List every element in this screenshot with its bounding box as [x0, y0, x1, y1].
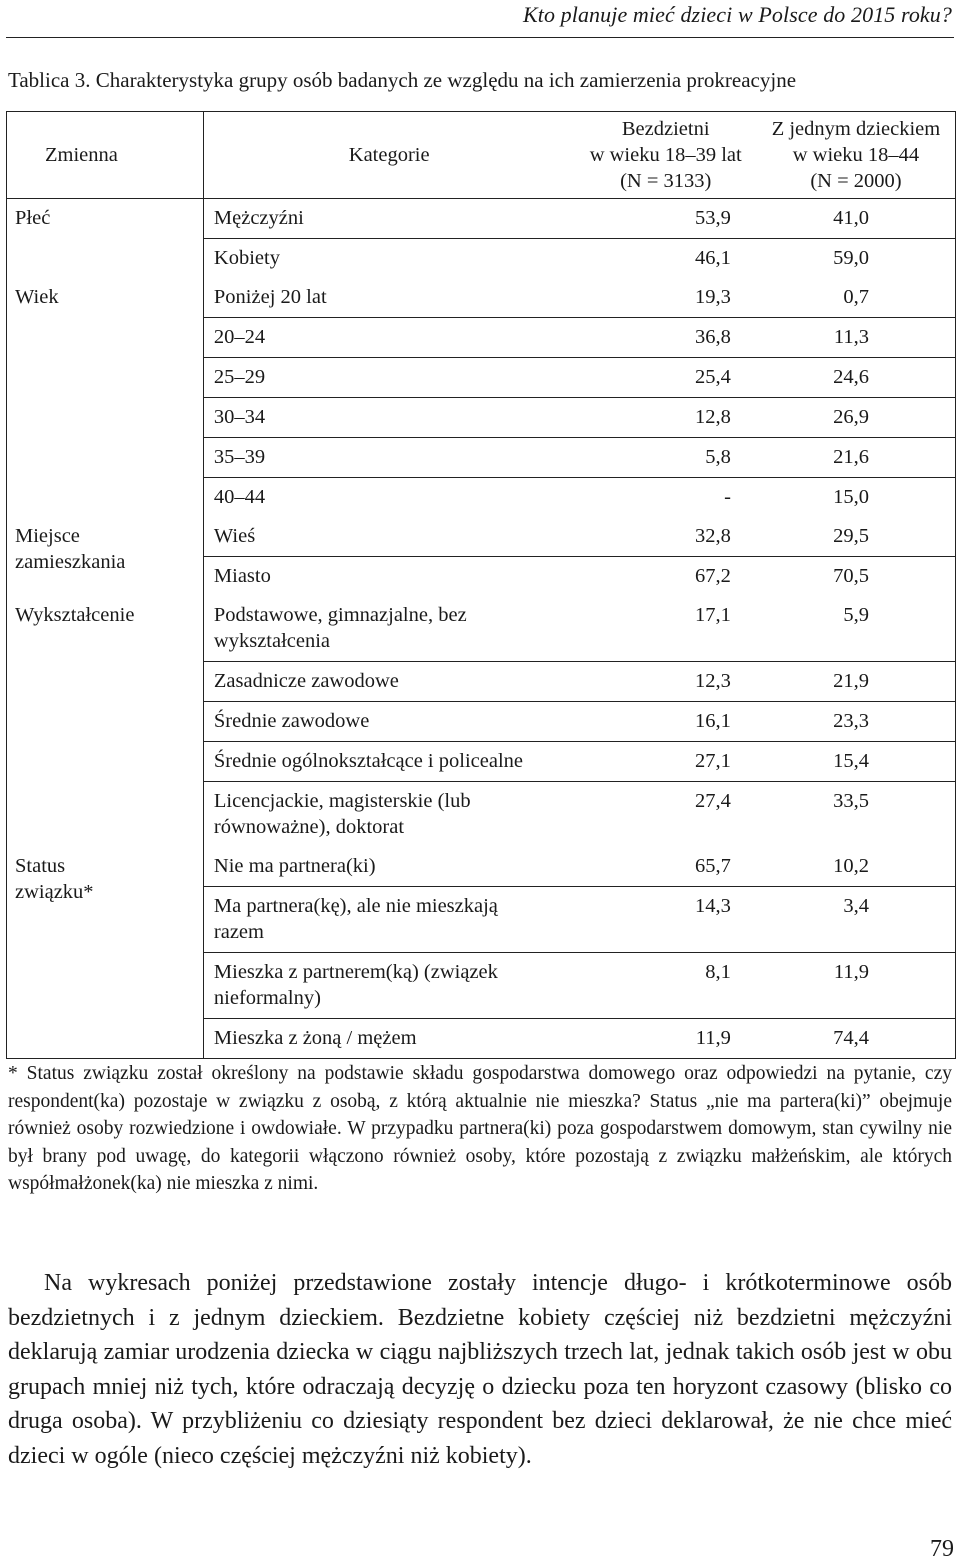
- value-childless: 25,4: [575, 358, 757, 398]
- variable-label: Płeć: [15, 207, 51, 229]
- category-line: Mieszka z partnerem(ką) (związek: [213, 961, 498, 983]
- value-one-child: 10,2: [757, 847, 956, 887]
- variable-label: Status: [15, 855, 66, 877]
- header-one-child-line: (N = 2000): [810, 170, 902, 192]
- category-cell: Zasadnicze zawodowe: [203, 662, 574, 702]
- category-cell: [203, 782, 574, 848]
- value-one-child: 74,4: [833, 1027, 869, 1049]
- value-one-child: 21,6: [757, 438, 956, 478]
- value-one-child: 59,0: [833, 247, 869, 269]
- value-one-child: 33,5: [833, 790, 869, 812]
- category-cell: Średnie zawodowe: [203, 702, 574, 742]
- header-one-child-line: Z jednym dzieckiem: [771, 118, 941, 140]
- header-one-child: [757, 112, 956, 199]
- category-line: równoważne), doktorat: [213, 816, 405, 838]
- value-childless: 12,8: [575, 398, 757, 438]
- variable-label: zamieszkania: [15, 551, 126, 573]
- statistics-table: [6, 111, 956, 1059]
- category-cell: 35–39: [203, 438, 574, 478]
- category-cell: 25–29: [203, 358, 574, 398]
- value-one-child: 15,0: [833, 486, 869, 508]
- table-row: [7, 596, 956, 662]
- variable-cell: [7, 278, 204, 517]
- value-childless: 27,4: [695, 790, 731, 812]
- variable-label: Wykształcenie: [15, 604, 135, 626]
- header-childless: [575, 112, 757, 199]
- table-row: [7, 199, 956, 239]
- value-childless: 65,7: [575, 847, 757, 887]
- value-one-child: 41,0: [757, 199, 956, 239]
- category-line: Licencjackie, magisterskie (lub: [213, 790, 471, 812]
- category-cell: Mieszka z żoną / mężem: [213, 1027, 417, 1049]
- value-childless: 46,1: [695, 247, 731, 269]
- category-line: nieformalny): [213, 987, 321, 1009]
- header-one-child-line: w wieku 18–44: [792, 144, 920, 166]
- variable-cell: [7, 199, 204, 279]
- variable-cell: [7, 596, 204, 847]
- category-cell: Mężczyźni: [203, 199, 574, 239]
- variable-label: Miejsce: [15, 525, 80, 547]
- value-one-child: 29,5: [757, 517, 956, 557]
- category-cell: [203, 596, 574, 662]
- value-one-child: 23,3: [757, 702, 956, 742]
- variable-label: Wiek: [15, 286, 59, 308]
- value-one-child: 0,7: [757, 278, 956, 318]
- category-cell: 20–24: [203, 318, 574, 358]
- category-line: Podstawowe, gimnazjalne, bez: [213, 604, 467, 626]
- category-cell: 30–34: [203, 398, 574, 438]
- table-header-row: [7, 112, 956, 199]
- table-row: [7, 517, 956, 557]
- value-one-child: 21,9: [757, 662, 956, 702]
- variable-cell: [7, 517, 204, 596]
- body-paragraph: Na wykresach poniżej przedstawione zostały intencje długo- i krótkoterminowe osób bezdzietnych i z jednym dzieckiem. Bezdzietne kobiety częściej niż bezdzietni mężczyźni deklarują zamiar urodzenia dziecka w ciągu najbliższych trzech lat, jednak takich osób jest w obu grupach mniej niż tych, które odraczają decyzję o dziecku poza ten horyzont czasowy (blisko co druga osoba). W przybliżeniu co dziesiąty respondent bez dzieci deklarował, że nie chce mieć dzieci w ogóle (nieco częściej mężczyźni niż kobiety).: [8, 1270, 952, 1469]
- header-category: Kategorie: [203, 112, 574, 199]
- variable-label: związku*: [15, 881, 94, 903]
- category-cell: [203, 887, 574, 953]
- category-cell: Poniżej 20 lat: [203, 278, 574, 318]
- value-childless: 36,8: [575, 318, 757, 358]
- category-cell: Miasto: [213, 565, 271, 587]
- category-cell: Wieś: [203, 517, 574, 557]
- category-cell: Średnie ogólnokształcące i policealne: [203, 742, 574, 782]
- value-childless: 27,1: [575, 742, 757, 782]
- value-one-child: 11,3: [757, 318, 956, 358]
- category-cell: Nie ma partnera(ki): [203, 847, 574, 887]
- value-one-child: 5,9: [757, 596, 956, 662]
- header-childless-line: (N = 3133): [620, 170, 712, 192]
- value-childless: 5,8: [575, 438, 757, 478]
- table-row: [7, 847, 956, 887]
- table-footnote: * Status związku został określony na podstawie składu gospodarstwa domowego oraz odpowiedzi na pytanie, czy respondent(ka) pozostaje w związku z osobą, z którą aktualnie nie mieszka? Status „nie ma partera(ki)” obejmuje również osoby rozwiedzione i owdowiałe. W przypadku partnera(ki) poza gospodarstwem domowym, stan cywilny nie był brany pod uwagę, do kategorii włączono również osoby, które pozostają z związku małżeńskim, ale których współmałżonek(ka) nie mieszka z nimi.: [8, 1063, 952, 1194]
- value-one-child: 70,5: [833, 565, 869, 587]
- value-one-child: 26,9: [757, 398, 956, 438]
- value-childless: 16,1: [575, 702, 757, 742]
- value-one-child: 3,4: [757, 887, 956, 953]
- value-childless: 12,3: [575, 662, 757, 702]
- category-cell: [203, 953, 574, 1019]
- value-childless: 67,2: [695, 565, 731, 587]
- header-childless-line: w wieku 18–39 lat: [589, 144, 742, 166]
- variable-cell: [7, 847, 204, 1059]
- header-variable: Zmienna: [7, 112, 204, 199]
- value-one-child: 11,9: [757, 953, 956, 1019]
- category-line: razem: [213, 921, 264, 943]
- value-childless: 8,1: [575, 953, 757, 1019]
- category-line: Ma partnera(kę), ale nie mieszkają: [213, 895, 498, 917]
- header-rule: [6, 37, 954, 38]
- category-cell: Kobiety: [213, 247, 280, 269]
- value-childless: 32,8: [575, 517, 757, 557]
- value-childless: 17,1: [575, 596, 757, 662]
- value-childless: 14,3: [575, 887, 757, 953]
- value-childless: 11,9: [695, 1027, 731, 1049]
- value-one-child: 24,6: [757, 358, 956, 398]
- value-childless: -: [724, 486, 731, 508]
- value-childless: 53,9: [575, 199, 757, 239]
- category-cell: 40–44: [213, 486, 266, 508]
- value-childless: 19,3: [575, 278, 757, 318]
- header-childless-line: Bezdzietni: [621, 118, 710, 140]
- category-line: wykształcenia: [213, 630, 331, 652]
- value-one-child: 15,4: [757, 742, 956, 782]
- table-caption: Tablica 3. Charakterystyka grupy osób badanych ze względu na ich zamierzenia prokreacyjne: [8, 68, 797, 92]
- table-row: [7, 278, 956, 318]
- page-number: 79: [930, 1536, 954, 1562]
- running-head: Kto planuje mieć dzieci w Polsce do 2015 roku?: [522, 2, 952, 27]
